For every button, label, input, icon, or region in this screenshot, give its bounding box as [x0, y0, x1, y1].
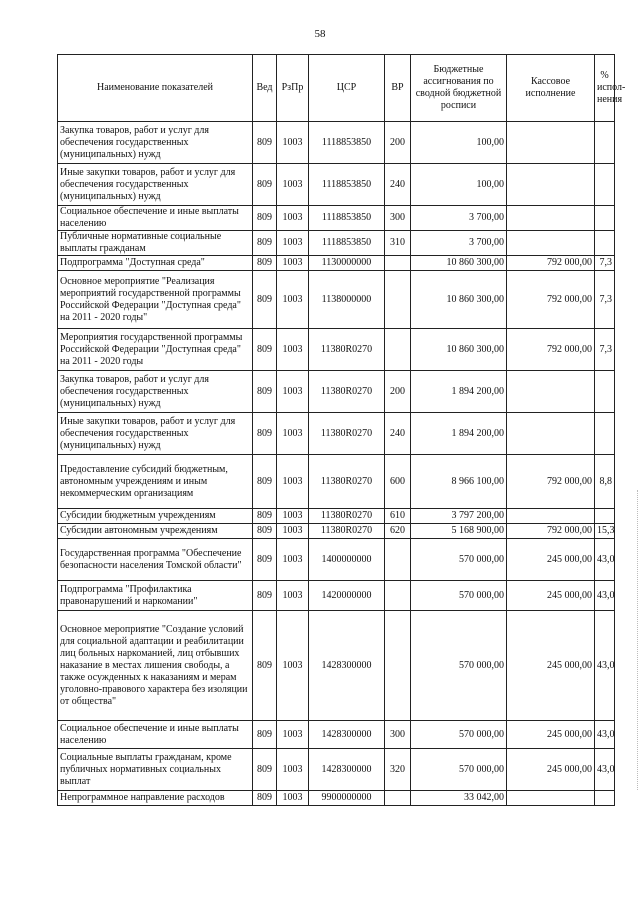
row-vr: 610: [385, 509, 411, 524]
row-assignments: 570 000,00: [411, 749, 507, 791]
row-rzpr: 1003: [277, 749, 309, 791]
row-rzpr: 1003: [277, 791, 309, 806]
row-rzpr: 1003: [277, 271, 309, 329]
row-name: Государственная программа "Обеспечение безопасности населения Томской области": [58, 539, 253, 581]
row-rzpr: 1003: [277, 206, 309, 231]
row-csr: 11380R0270: [309, 455, 385, 509]
table-row: [58, 611, 615, 721]
row-percent: [595, 413, 615, 455]
row-cash-execution: 245 000,00: [507, 749, 595, 791]
table-row: [58, 413, 615, 455]
row-cash-execution: 792 000,00: [507, 524, 595, 539]
table-row: [58, 122, 615, 164]
row-csr: 1400000000: [309, 539, 385, 581]
row-name: Непрограммное направление расходов: [58, 791, 253, 806]
table-row: [58, 256, 615, 271]
table-row: [58, 206, 615, 231]
row-cash-execution: 245 000,00: [507, 721, 595, 749]
row-assignments: 570 000,00: [411, 539, 507, 581]
row-name: Иные закупки товаров, работ и услуг для обеспечения государственных (муниципальных) нужд: [58, 413, 253, 455]
row-cash-execution: [507, 791, 595, 806]
row-csr: 11380R0270: [309, 413, 385, 455]
table-row: [58, 455, 615, 509]
row-ved: 809: [253, 164, 277, 206]
row-name: Предоставление субсидий бюджетным, автономным учреждениям и иным некоммерческим организациям: [58, 455, 253, 509]
row-name: Социальное обеспечение и иные выплаты населению: [58, 206, 253, 231]
row-rzpr: 1003: [277, 164, 309, 206]
row-rzpr: 1003: [277, 256, 309, 271]
row-name: Иные закупки товаров, работ и услуг для обеспечения государственных (муниципальных) нужд: [58, 164, 253, 206]
table-row: [58, 721, 615, 749]
row-name: Закупка товаров, работ и услуг для обеспечения государственных (муниципальных) нужд: [58, 371, 253, 413]
row-ved: 809: [253, 524, 277, 539]
row-assignments: 570 000,00: [411, 611, 507, 721]
row-assignments: 1 894 200,00: [411, 413, 507, 455]
row-assignments: 33 042,00: [411, 791, 507, 806]
row-ved: 809: [253, 791, 277, 806]
row-rzpr: 1003: [277, 371, 309, 413]
header-rzpr: РзПр: [277, 55, 309, 122]
row-ved: 809: [253, 721, 277, 749]
scan-edge-mark: [636, 490, 638, 790]
table-row: [58, 539, 615, 581]
table-row: [58, 231, 615, 256]
row-percent: 43,0: [595, 721, 615, 749]
row-cash-execution: 245 000,00: [507, 539, 595, 581]
row-cash-execution: [507, 206, 595, 231]
row-vr: 240: [385, 413, 411, 455]
row-cash-execution: [507, 122, 595, 164]
row-csr: 11380R0270: [309, 329, 385, 371]
row-ved: 809: [253, 749, 277, 791]
row-cash-execution: 792 000,00: [507, 329, 595, 371]
row-csr: 11380R0270: [309, 524, 385, 539]
row-cash-execution: [507, 413, 595, 455]
row-vr: 200: [385, 371, 411, 413]
row-ved: 809: [253, 271, 277, 329]
table-row: [58, 271, 615, 329]
row-csr: 9900000000: [309, 791, 385, 806]
row-csr: 11380R0270: [309, 371, 385, 413]
row-vr: [385, 581, 411, 611]
row-csr: 1118853850: [309, 206, 385, 231]
row-percent: [595, 164, 615, 206]
page-number: 58: [314, 28, 326, 40]
row-cash-execution: 792 000,00: [507, 256, 595, 271]
row-vr: 200: [385, 122, 411, 164]
row-rzpr: 1003: [277, 413, 309, 455]
row-cash-execution: [507, 509, 595, 524]
row-ved: 809: [253, 611, 277, 721]
table-row: [58, 581, 615, 611]
row-percent: [595, 371, 615, 413]
row-csr: 1138000000: [309, 271, 385, 329]
row-rzpr: 1003: [277, 509, 309, 524]
row-vr: 600: [385, 455, 411, 509]
row-assignments: 1 894 200,00: [411, 371, 507, 413]
row-name: Мероприятия государственной программы Российской Федерации "Доступная среда" на 2011 - 2020 годы: [58, 329, 253, 371]
row-percent: 43,0: [595, 539, 615, 581]
row-percent: 7,3: [595, 256, 615, 271]
row-percent: 15,3: [595, 524, 615, 539]
row-rzpr: 1003: [277, 539, 309, 581]
row-cash-execution: [507, 371, 595, 413]
row-percent: [595, 791, 615, 806]
row-name: Основное мероприятие "Создание условий для социальной адаптации и реабилитации лиц больных наркоманией, лиц отбывших наказание в местах лишения свободы, а также осужденных к наказаниям и мерам уголовно-правового характера без изоляции от общества": [58, 611, 253, 721]
row-name: Публичные нормативные социальные выплаты гражданам: [58, 231, 253, 256]
row-assignments: 100,00: [411, 122, 507, 164]
row-csr: 1428300000: [309, 721, 385, 749]
row-csr: 1118853850: [309, 164, 385, 206]
row-name: Закупка товаров, работ и услуг для обеспечения государственных (муниципальных) нужд: [58, 122, 253, 164]
row-assignments: 570 000,00: [411, 581, 507, 611]
row-percent: 7,3: [595, 329, 615, 371]
table-row: [58, 509, 615, 524]
row-ved: 809: [253, 581, 277, 611]
row-cash-execution: 245 000,00: [507, 611, 595, 721]
row-ved: 809: [253, 206, 277, 231]
row-vr: [385, 271, 411, 329]
row-vr: [385, 256, 411, 271]
row-ved: 809: [253, 329, 277, 371]
row-assignments: 3 700,00: [411, 206, 507, 231]
row-percent: 7,3: [595, 271, 615, 329]
row-percent: 43,0: [595, 581, 615, 611]
row-assignments: 10 860 300,00: [411, 256, 507, 271]
row-vr: 300: [385, 206, 411, 231]
row-rzpr: 1003: [277, 329, 309, 371]
row-vr: 620: [385, 524, 411, 539]
header-row: [58, 55, 615, 122]
table-row: [58, 749, 615, 791]
row-csr: 1118853850: [309, 122, 385, 164]
row-percent: [595, 122, 615, 164]
row-ved: 809: [253, 509, 277, 524]
row-vr: 310: [385, 231, 411, 256]
row-vr: 320: [385, 749, 411, 791]
row-rzpr: 1003: [277, 524, 309, 539]
row-cash-execution: [507, 164, 595, 206]
row-ved: 809: [253, 371, 277, 413]
row-csr: 1428300000: [309, 611, 385, 721]
row-assignments: 10 860 300,00: [411, 271, 507, 329]
budget-table: [57, 54, 626, 806]
row-ved: 809: [253, 256, 277, 271]
row-vr: [385, 791, 411, 806]
table-row: [58, 791, 615, 806]
row-ved: 809: [253, 122, 277, 164]
row-cash-execution: 792 000,00: [507, 455, 595, 509]
row-percent: 43,0: [595, 611, 615, 721]
row-assignments: 8 966 100,00: [411, 455, 507, 509]
row-csr: 11380R0270: [309, 509, 385, 524]
row-assignments: 3 797 200,00: [411, 509, 507, 524]
row-name: Социальное обеспечение и иные выплаты населению: [58, 721, 253, 749]
table-row: [58, 524, 615, 539]
row-ved: 809: [253, 539, 277, 581]
header-ved: Вед: [253, 55, 277, 122]
header-name: Наименование показателей: [58, 55, 253, 122]
row-name: Социальные выплаты гражданам, кроме публичных нормативных социальных выплат: [58, 749, 253, 791]
row-name: Подпрограмма "Доступная среда": [58, 256, 253, 271]
header-csr: ЦСР: [309, 55, 385, 122]
row-percent: 8,8: [595, 455, 615, 509]
row-vr: [385, 329, 411, 371]
row-rzpr: 1003: [277, 455, 309, 509]
row-name: Субсидии бюджетным учреждениям: [58, 509, 253, 524]
header-vr: ВР: [385, 55, 411, 122]
row-assignments: 3 700,00: [411, 231, 507, 256]
row-ved: 809: [253, 231, 277, 256]
row-vr: 300: [385, 721, 411, 749]
row-assignments: 100,00: [411, 164, 507, 206]
row-percent: [595, 509, 615, 524]
row-cash-execution: [507, 231, 595, 256]
row-percent: [595, 231, 615, 256]
row-percent: [595, 206, 615, 231]
row-vr: [385, 611, 411, 721]
header-percent: % испол-нения: [595, 55, 615, 122]
row-cash-execution: 245 000,00: [507, 581, 595, 611]
row-vr: [385, 539, 411, 581]
row-rzpr: 1003: [277, 231, 309, 256]
row-csr: 1420000000: [309, 581, 385, 611]
row-rzpr: 1003: [277, 122, 309, 164]
row-name: Подпрограмма "Профилактика правонарушений и наркомании": [58, 581, 253, 611]
row-rzpr: 1003: [277, 581, 309, 611]
row-percent: 43,0: [595, 749, 615, 791]
table-row: [58, 164, 615, 206]
row-csr: 1118853850: [309, 231, 385, 256]
row-name: Основное мероприятие "Реализация мероприятий государственной программы Российской Федерации "Доступная среда" на 2011 - 2020 годы": [58, 271, 253, 329]
row-rzpr: 1003: [277, 611, 309, 721]
header-cash-execution: Кассовое исполнение: [507, 55, 595, 122]
row-cash-execution: 792 000,00: [507, 271, 595, 329]
table-row: [58, 329, 615, 371]
row-csr: 1428300000: [309, 749, 385, 791]
table-row: [58, 371, 615, 413]
row-rzpr: 1003: [277, 721, 309, 749]
row-ved: 809: [253, 455, 277, 509]
row-assignments: 10 860 300,00: [411, 329, 507, 371]
row-assignments: 5 168 900,00: [411, 524, 507, 539]
row-name: Субсидии автономным учреждениям: [58, 524, 253, 539]
header-assignments: Бюджетные ассигнования по сводной бюджетной росписи: [411, 55, 507, 122]
row-vr: 240: [385, 164, 411, 206]
row-csr: 1130000000: [309, 256, 385, 271]
row-assignments: 570 000,00: [411, 721, 507, 749]
row-ved: 809: [253, 413, 277, 455]
